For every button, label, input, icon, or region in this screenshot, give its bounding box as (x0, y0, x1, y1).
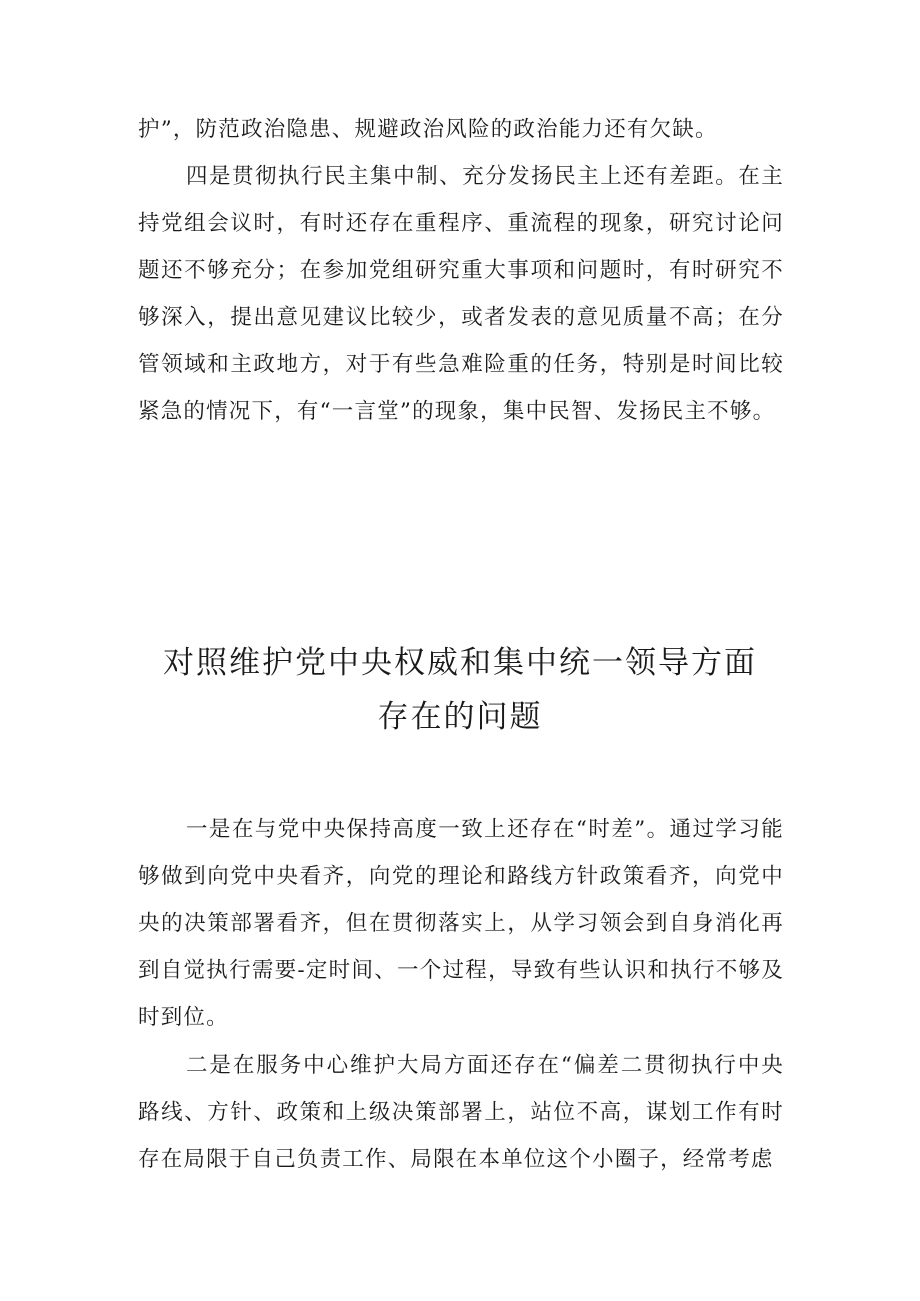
section-title-line1: 对照维护党中央权威和集中统一领导方面 (163, 645, 757, 681)
section-title-line2: 存在的问题 (377, 699, 543, 735)
paragraph-four: 四是贯彻执行民主集中制、充分发扬民主上还有差距。在主持党组会议时，有时还存在重程序、重流程的现象，研究讨论问题还不够充分；在参加党组研究重大事项和问题时，有时研究不够深入，提出意见建议比较少，或者发表的意见质量不高；在分管领域和主政地方，对于有些急难险重的任务，特别是时间比较紧急的情况下，有“一言堂”的现象，集中民智、发扬民主不够。 (138, 164, 784, 424)
section-title (120, 636, 800, 744)
continued-paragraph: 护”，防范政治隐患、规避政治风险的政治能力还有欠缺。 (138, 117, 718, 142)
paragraph-one: 一是在与党中央保持高度一致上还存在“时差”。通过学习能够做到向党中央看齐，向党的理论和路线方针政策看齐，向党中央的决策部署看齐，但在贯彻落实上，从学习领会到自身消化再到自觉执行需要-定时间、一个过程，导致有些认识和执行不够及时到位。 (138, 817, 784, 1030)
paragraph-two: 二是在服务中心维护大局方面还存在“偏差二贯彻执行中央路线、方针、政策和上级决策部署上，站位不高，谋划工作有时存在局限于自己负责工作、局限在本单位这个小圈子，经常考虑 (138, 1053, 784, 1172)
